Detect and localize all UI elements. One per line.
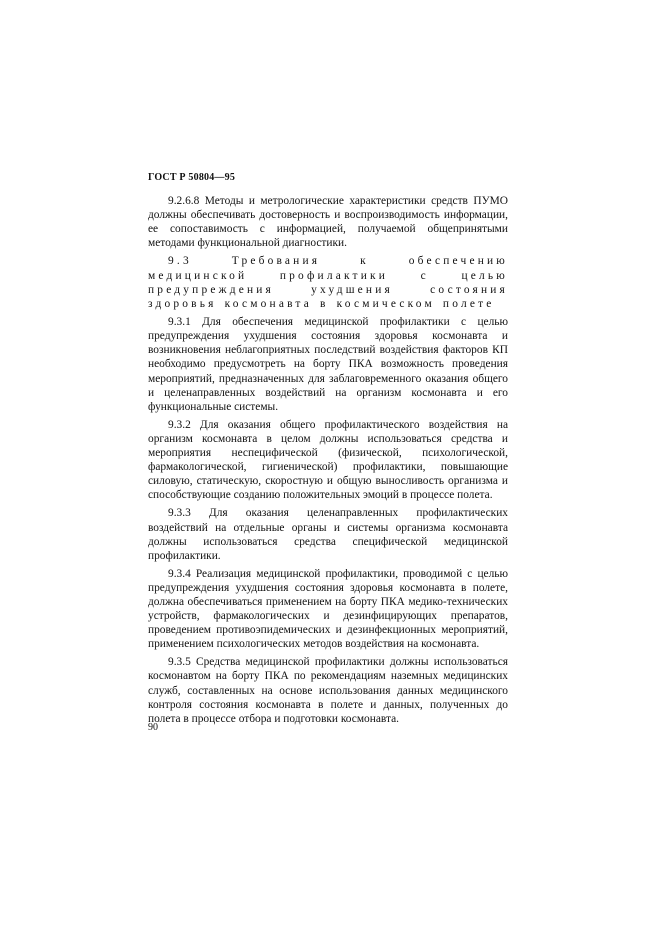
document-body (148, 194, 508, 730)
paragraph-9-2-6-8: 9.2.6.8 Методы и метрологические характеристики средств ПУМО должны обеспечивать достоверность и воспроизводимость информации, ее сопоставимость с информацией, получаемой общепринятыми методами функциональной диагностики. (148, 195, 508, 250)
paragraph-9-3-3: 9.3.3 Для оказания целенаправленных профилактических воздействий на отдельные органы и системы организма космонавта должны использоваться средства специфической медицинской профилактики. (148, 507, 508, 562)
section-heading-9-3: 9.3 Требования к обеспечению медицинской профилактики с целью предупреждения ухудшения состояния здоровья космонавта в космическом полете (148, 255, 508, 310)
page-number: 90 (148, 722, 158, 733)
paragraph-9-3-5: 9.3.5 Средства медицинской профилактики должны использоваться космонавтом на борту ПКА по рекомендациям наземных медицинских служб, составленных на основе использования данных медицинского контроля состояния космонавта в полете и данных, полученных до полета в процессе отбора и подготовки космонавта. (148, 656, 508, 725)
paragraph-9-3-2: 9.3.2 Для оказания общего профилактического воздействия на организм космонавта в целом должны использоваться средства и мероприятия неспецифической (физической, психологической, фармакологической, гигиенической) профилактики, повышающие силовую, статическую, скоростную и общую выносливость организма и способствующие созданию положительных эмоций в процессе полета. (148, 418, 508, 502)
paragraph-9-3-4: 9.3.4 Реализация медицинской профилактики, проводимой с целью предупреждения ухудшения состояния здоровья космонавта в полете, должна обеспечиваться применением на борту ПКА медико-технических устройств, фармакологических и дезинфицирующих препаратов, проведением противоэпидемических и дезинфекционных мероприятий, применением психологических методов воздействия на космонавта. (148, 567, 508, 651)
document-header: ГОСТ Р 50804—95 (148, 172, 236, 183)
paragraph-9-3-1: 9.3.1 Для обеспечения медицинской профилактики с целью предупреждения ухудшения состояния здоровья космонавта и возникновения неблагоприятных последствий воздействия факторов КП необходимо предусмотреть на борту ПКА возможность проведения мероприятий, предназначенных для заблаговременного оказания общего и целенаправленных воздействий на организм космонавта и его функциональные системы. (148, 316, 508, 413)
